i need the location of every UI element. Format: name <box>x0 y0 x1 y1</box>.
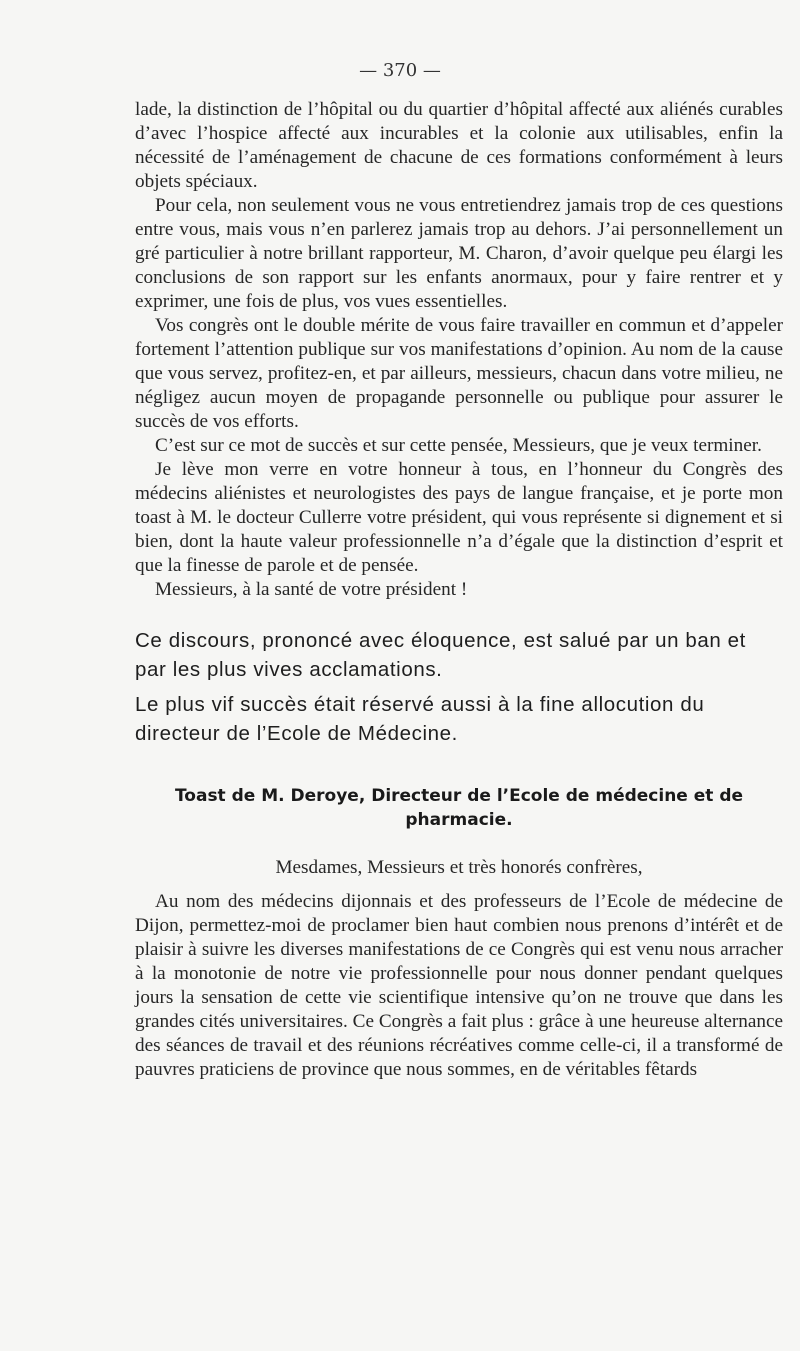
report-line: Le plus vif succès était réservé aussi à la fine allocution du directeur de l’Ecole de Médecine. <box>135 693 705 745</box>
paragraph: C’est sur ce mot de succès et sur cette pensée, Messieurs, que je veux terminer. <box>155 435 762 456</box>
page-body <box>135 98 783 1082</box>
report-lines <box>135 626 783 748</box>
paragraph: Je lève mon verre en votre honneur à tous, en l’honneur du Congrès des médecins aliénistes et neurologistes des pays de langue française, et je porte mon toast à M. le docteur Cullerre votre président, qui vous représente si dignement et si bien, dont la haute valeur professionnelle n’a d’égale que la distinction d’esprit et que la finesse de parole et de pensée. <box>135 459 783 576</box>
paragraph: Pour cela, non seulement vous ne vous entretiendrez jamais trop de ces questions entre vous, mais vous n’en parlerez jamais trop au dehors. J’ai personnellement un gré particulier à notre brillant rapporteur, M. Charon, d’avoir quelque peu élargi les conclusions de son rapport sur les enfants anormaux, pour y faire rentrer et y exprimer, une fois de plus, vos vues essentielles. <box>135 195 783 312</box>
paragraph: Messieurs, à la santé de votre président ! <box>155 579 468 600</box>
paragraph: Au nom des médecins dijonnais et des professeurs de l’Ecole de médecine de Dijon, permettez-moi de proclamer bien haut combien nous prenons d’intérêt et de plaisir à suivre les diverses manifestations de ce Congrès qui est venu nous arracher à la monotonie de notre vie professionnelle pour nous donner pendant quelques jours la sensation de cette vie scientifique intensive qu’on ne trouve que dans les grandes cités universitaires. Ce Congrès a fait plus : grâce à une heureuse alternance des séances de travail et des réunions récréatives comme celle-ci, il a transformé de pauvres praticiens de province que nous sommes, en de véritables fêtards <box>135 891 783 1080</box>
salutation-block <box>135 856 783 880</box>
salutation: Mesdames, Messieurs et très honorés confrères, <box>275 857 643 878</box>
address-block <box>135 890 783 1082</box>
section-heading: Toast de M. Deroye, Directeur de l’Ecole de médecine et de pharmacie. <box>174 786 744 830</box>
paragraph: Vos congrès ont le double mérite de vous faire travailler en commun et d’appeler fortement l’attention publique sur vos manifestations d’opinion. Au nom de la cause que vous servez, profitez-en, et par ailleurs, messieurs, chacun dans votre milieu, ne négligez aucun moyen de propagande personnelle ou publique pour assurer le succès de vos efforts. <box>135 315 783 432</box>
page-number: — 370 — <box>359 60 441 81</box>
report-line: Ce discours, prononcé avec éloquence, est salué par un ban et par les plus vives acclamations. <box>135 629 746 681</box>
speech-text <box>135 98 783 602</box>
paragraph: lade, la distinction de l’hôpital ou du quartier d’hôpital affecté aux aliénés curables d’avec l’hospice affecté aux incurables et la colonie aux utilisables, enfin la nécessité de l’aménagement de chacune de ces formations conformément à leurs objets spéciaux. <box>135 99 783 192</box>
